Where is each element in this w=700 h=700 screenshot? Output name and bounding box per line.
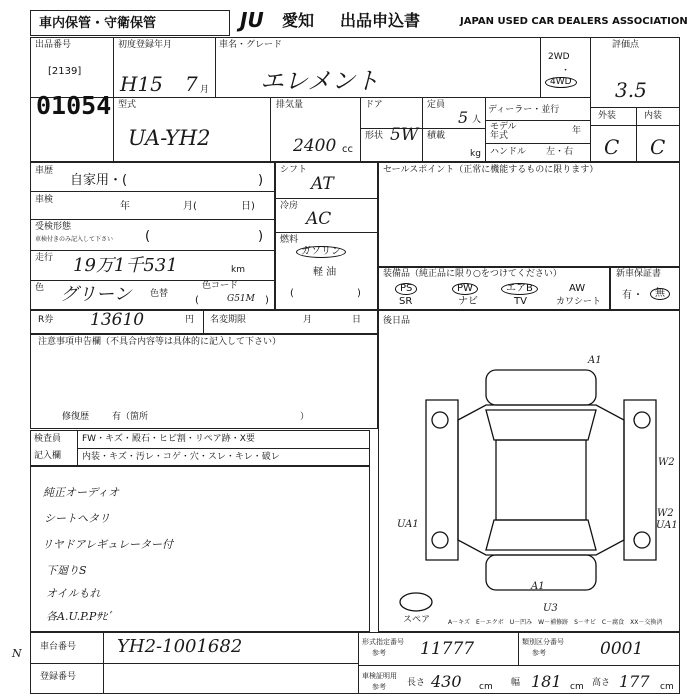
mileage-label: 走行 — [35, 253, 54, 263]
receive-open: ( — [145, 229, 151, 244]
recolor-label: 色替 — [150, 289, 169, 299]
history-label: 車歴 — [35, 166, 54, 176]
color-label: 色 — [35, 283, 45, 293]
note-line: 下廻りS — [46, 564, 87, 577]
margin-mark: N — [12, 647, 22, 660]
warranty-dot: ・ — [633, 290, 643, 301]
inspection-day: 日) — [241, 201, 255, 212]
lot-number-label: 出品番号 — [35, 40, 72, 50]
ju-logo: JU — [240, 8, 264, 32]
chassis-label: 車台番号 — [40, 642, 77, 652]
width-value: 181 — [531, 672, 562, 691]
fuel-label: 燃料 — [280, 235, 299, 245]
cert-label: 車検証明用 — [362, 672, 397, 680]
equipment-navi: ナビ — [458, 296, 478, 307]
org-name: 愛知 — [282, 11, 315, 30]
registration-label: 登録番号 — [40, 672, 77, 682]
drive-4wd: 4WD — [545, 77, 577, 88]
shift-value: AT — [311, 174, 334, 194]
car-name: エレメント — [260, 67, 380, 95]
inspector-row-1: FW・キズ・殿石・ヒビ割・リペア跡・X要 — [82, 434, 255, 444]
class-label: 類別区分番号 — [522, 638, 564, 646]
displacement-value: 2400 — [293, 136, 337, 156]
length-unit: cm — [479, 682, 493, 692]
interior-value: C — [650, 135, 666, 159]
fuel-diesel: 軽 油 — [313, 267, 337, 278]
warranty-label: 新車保証書 — [616, 269, 662, 279]
interior-label: 内装 — [644, 111, 663, 121]
model-value: UA-YH2 — [128, 126, 211, 150]
shift-label: シフト — [280, 165, 308, 175]
note-line: 純正オーディオ — [43, 486, 120, 499]
capacity-unit: 人 — [472, 115, 482, 125]
color-code-value: G51M — [227, 294, 255, 304]
first-registration-label: 初度登録年月 — [118, 40, 173, 50]
equipment-aw: AW — [569, 283, 586, 294]
type-spec-value: 11777 — [420, 639, 475, 659]
name-change-month: 月 — [303, 315, 313, 325]
warranty-no: 無 — [650, 288, 670, 300]
first-registration-month: 7 — [185, 72, 198, 96]
fuel-paren-open: ( — [290, 288, 294, 299]
doors-label: ドア — [365, 100, 383, 110]
fuel-gas: ガソリン — [296, 246, 346, 258]
note-line: リヤドアレギュレーター付 — [42, 538, 174, 551]
color-paren-open: ( — [195, 295, 199, 306]
handle-label: ハンドル — [490, 147, 527, 157]
damage-legend: A－キズ E－エクボ U－凹み W－補修跡 S－サビ C－腐食 XX－交換済 — [448, 619, 663, 626]
equipment-ps: PS — [395, 283, 417, 295]
year-unit: 年 — [572, 126, 582, 136]
mileage-unit: km — [231, 265, 245, 275]
lot-number-small: [2139] — [48, 66, 82, 77]
inspection-label: 車検 — [35, 195, 54, 205]
exterior-value: C — [604, 135, 620, 159]
fuel-paren-close: ) — [357, 288, 361, 299]
history-value: 自家用・( — [70, 173, 128, 188]
chassis-value: YH2-1001682 — [117, 636, 243, 657]
recycle-label: R券 — [38, 315, 54, 325]
diagram-mark: U3 — [543, 603, 558, 614]
repair-label: 修復歴 — [62, 412, 90, 422]
sales-point-label: セールスポイント（正常に機能するものに限ります） — [383, 165, 599, 175]
diagram-mark: A1 — [588, 355, 602, 366]
storage-label: 車内保管・守衛保管 — [39, 16, 157, 31]
diagram-mark: W2 — [657, 508, 674, 519]
drive-dot: ・ — [561, 66, 571, 76]
lot-number: 01054 — [36, 91, 112, 120]
rating-label: 評価点 — [612, 40, 640, 50]
color-code-label: 色コード — [202, 281, 239, 291]
recycle-unit: 円 — [185, 315, 195, 325]
load-label: 積載 — [427, 131, 446, 141]
sales-point-box — [378, 162, 680, 267]
diagram-mark: UA1 — [397, 519, 419, 530]
exterior-label: 外装 — [598, 111, 617, 121]
model-label: 型式 — [118, 100, 137, 110]
displacement-unit: cc — [342, 144, 353, 155]
height-label: 高さ — [592, 678, 611, 688]
equipment-label: 装備品（純正品に限り○をつけてください） — [383, 269, 562, 279]
height-unit: cm — [660, 682, 674, 692]
color-paren-close: ) — [265, 295, 269, 306]
equipment-tv: TV — [514, 296, 527, 307]
ac-label: 冷房 — [280, 201, 299, 211]
capacity-label: 定員 — [427, 100, 446, 110]
model-year-label: モデル 年式 — [490, 122, 517, 141]
month-unit: 月 — [200, 85, 210, 95]
class-value: 0001 — [600, 639, 644, 659]
displacement-label: 排気量 — [276, 100, 304, 110]
inspector-label-1: 検査員 — [34, 434, 62, 444]
handle-options: 左・右 — [546, 147, 574, 157]
cert-ref: 参考 — [372, 683, 386, 691]
repair-close: ） — [300, 412, 310, 422]
equipment-sr: SR — [399, 296, 413, 307]
shape-label: 形状 — [365, 131, 384, 141]
note-line: オイルもれ — [46, 587, 101, 600]
note-line: 各A.U.P.Pｻﾋﾞ — [46, 610, 113, 623]
width-unit: cm — [570, 682, 584, 692]
type-spec-ref: 参考 — [372, 649, 386, 657]
notes-label: 注意事項申告欄（不具合内容等は具体的に記入して下さい） — [38, 337, 282, 347]
mileage-value: 19万1千531 — [73, 255, 178, 276]
recycle-value: 13610 — [90, 310, 145, 330]
inspection-year: 年 — [120, 201, 130, 212]
name-change-label: 名変期限 — [210, 315, 247, 325]
association-name: JAPAN USED CAR DEALERS ASSOCIATION — [460, 16, 688, 27]
class-ref: 参考 — [532, 649, 546, 657]
ac-value: AC — [306, 209, 332, 229]
length-label: 長さ — [407, 678, 426, 688]
repair-value: 有（箇所 — [112, 412, 149, 422]
storage-label-box — [30, 10, 230, 36]
dealer-label: ディーラー・並行 — [488, 105, 560, 115]
capacity-value: 5 — [458, 108, 469, 127]
diagram-mark: UA1 — [656, 520, 678, 531]
history-close: ) — [258, 173, 264, 188]
receive-label: 受検形態 — [35, 222, 72, 232]
inspector-label-2: 記入欄 — [34, 451, 62, 461]
equipment-seat: カワシート — [556, 297, 602, 307]
diagram-mark: A1 — [531, 581, 545, 592]
load-unit: kg — [470, 149, 481, 159]
rating-value: 3.5 — [615, 78, 647, 102]
vehicle-diagram — [378, 330, 680, 630]
type-spec-label: 形式指定番号 — [362, 638, 404, 646]
inspector-row-2: 内装・キズ・汚レ・コゲ・穴・スレ・キレ・破レ — [82, 452, 280, 462]
length-value: 430 — [431, 672, 462, 691]
shape-value: 5W — [390, 125, 419, 145]
drive-2wd: 2WD — [548, 52, 570, 62]
after-label: 後日品 — [383, 316, 411, 326]
equipment-pw: PW — [452, 283, 478, 295]
inspection-month: 月( — [183, 201, 197, 212]
spare-label: スペア — [403, 615, 431, 625]
diagram-mark: W2 — [658, 457, 675, 468]
receive-close: ) — [258, 229, 264, 244]
equipment-airbag: エアB — [501, 283, 538, 295]
note-line: シートへタリ — [44, 512, 110, 525]
form-title: 出品申込書 — [340, 11, 421, 30]
receive-note: 車検付きのみ記入して下さい — [35, 236, 114, 243]
warranty-yes: 有 — [622, 290, 632, 301]
name-grade-label: 車名・グレード — [219, 40, 283, 50]
color-value: グリーン — [60, 284, 132, 305]
name-change-day: 日 — [352, 315, 362, 325]
width-label: 幅 — [511, 678, 521, 688]
first-registration-era: H15 — [120, 72, 163, 96]
height-value: 177 — [619, 672, 650, 691]
